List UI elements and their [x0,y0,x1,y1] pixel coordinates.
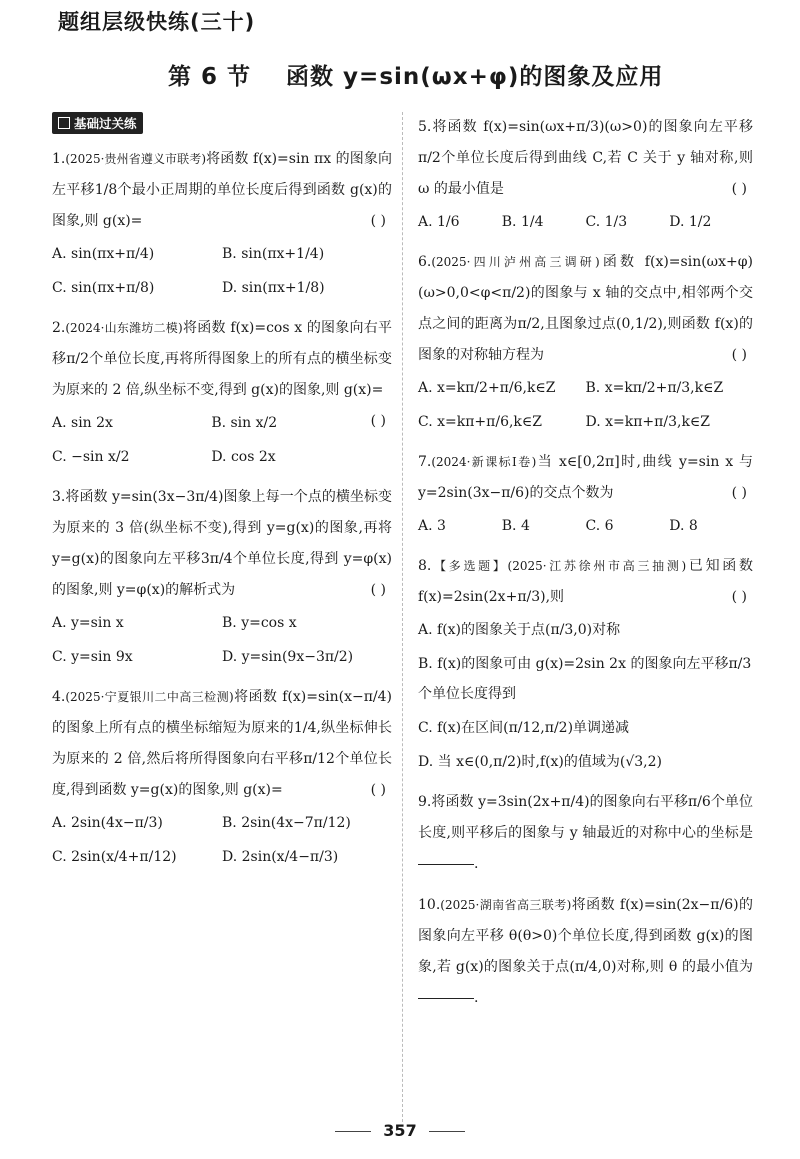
question-number: 5. [418,119,432,135]
option: C. 2sin(x/4+π/12) [52,849,177,865]
option: A. 2sin(4x−π/3) [52,815,163,831]
question-stem [52,482,392,606]
question-text: 已知函数 f(x)=2sin(2x+π/3),则 [418,558,754,605]
option: D. 2sin(x/4−π/3) [222,849,339,865]
question-number: 2. [52,320,66,336]
question-number: 6. [418,254,432,270]
option: D. cos 2x [211,449,276,465]
option: D. 当 x∈(0,π/2)时,f(x)的值域为(√3,2) [418,754,663,770]
options [52,408,371,472]
option: A. f(x)的图象关于点(π/3,0)对称 [418,622,621,638]
right-column [418,112,753,1024]
option: B. x=kπ/2+π/3,k∈Z [585,380,724,396]
question-text: 将函数 y=sin(3x−3π/4)图象上每一个点的横坐标变为原来的 3 倍(纵坐标不变),得到 y=g(x)的图象,再将 y=g(x)的图象向左平移3π/4个单位长度,得到 y=φ(x)的图象,则 y=φ(x)的解析式为 [52,489,392,598]
question-stem [418,890,753,1014]
question [52,482,392,672]
option: C. y=sin 9x [52,649,133,665]
question-source: (2024·新课标Ⅰ卷) [431,455,537,469]
question-number: 7. [418,454,432,470]
question-text: 将函数 f(x)=sin(x−π/4)的图象上所有点的横坐标缩短为原来的1/4,纵坐标伸长为原来的 2 倍,然后将所得图象向右平移π/12个单位长度,得到函数 y=g(x)的图象,则 g(x)= [52,689,392,798]
option: B. 4 [501,518,530,534]
answer-tail: . [474,856,479,872]
question-stem [418,787,753,880]
question [52,313,392,472]
answer-paren: ( ) [370,413,386,429]
option: C. x=kπ+π/6,k∈Z [418,414,543,430]
question-stem [418,551,753,613]
question-text: 将函数 y=3sin(2x+π/4)的图象向右平移π/6个单位长度,则平移后的图象与 y 轴最近的对称中心的坐标是 [418,794,753,841]
question-text: 将函数 f(x)=sin(2x−π/6)的图象向左平移 θ(θ>0)个单位长度,得到函数 g(x)的图象,若 g(x)的图象关于点(π/4,0)对称,则 θ 的最小值为 [418,897,753,975]
question-number: 1. [52,151,66,167]
option: A. x=kπ/2+π/6,k∈Z [418,380,556,396]
question-number: 3. [52,489,66,505]
question-source: (2025·贵州省遵义市联考) [65,152,207,166]
options [418,373,753,437]
page-title [168,58,663,91]
options [52,608,392,672]
question-source: 【多选题】(2025·江苏徐州市高三抽测) [431,559,687,573]
option: B. 2sin(4x−7π/12) [222,815,351,831]
question-text: 当 x∈[0,2π]时,曲线 y=sin x 与 y=2sin(3x−π/6)的交点个数为 [418,454,753,501]
answer-paren: ( ) [731,347,747,363]
question-source: (2025·四川泸州高三调研) [431,255,600,269]
page-number [0,1121,800,1140]
question-text: 将函数 f(x)=sin(ωx+π/3)(ω>0)的图象向左平移π/2个单位长度后得到曲线 C,若 C 关于 y 轴对称,则 ω 的最小值是 [418,119,753,197]
left-column [52,112,392,882]
option: D. x=kπ+π/3,k∈Z [585,414,711,430]
question-list-left [52,144,392,872]
question [418,890,753,1014]
answer-paren: ( ) [370,782,386,798]
option: B. 1/4 [501,214,544,230]
question-stem [52,682,392,806]
answer-paren: ( ) [731,181,747,197]
left-dash [335,1131,371,1132]
option: A. sin 2x [52,415,113,431]
option: C. sin(πx+π/8) [52,280,155,296]
options [52,808,392,872]
options [418,511,753,541]
answer-tail: . [474,990,479,1006]
option: D. 8 [669,518,698,534]
option: C. 1/3 [585,214,628,230]
column-divider [402,112,403,1122]
exercise-badge [52,112,143,134]
question [418,787,753,880]
option: C. 6 [585,518,614,534]
option: A. y=sin x [52,615,124,631]
badge-label: 基础过关练 [74,116,137,131]
answer-blank [418,863,474,865]
option: D. y=sin(9x−3π/2) [222,649,354,665]
question [418,247,753,437]
question-source: (2025·宁夏银川二中高三检测) [65,690,234,704]
series-title: 题组层级快练(三十) [58,10,256,34]
option: B. y=cos x [222,615,297,631]
option: D. sin(πx+1/8) [222,280,325,296]
answer-paren: ( ) [370,582,386,598]
question [418,112,753,237]
question-text: 将函数 f(x)=sin πx 的图象向左平移1/8个最小正周期的单位长度后得到函数 g(x)的图象,则 g(x)= [52,151,393,229]
options [52,239,392,303]
option: B. sin(πx+1/4) [222,246,325,262]
answer-paren: ( ) [731,589,747,605]
option: C. −sin x/2 [52,449,130,465]
answer-paren: ( ) [731,485,747,501]
question-list-right [418,112,753,1014]
question [52,144,392,303]
question-number: 8. [418,558,432,574]
question-text: 函数 f(x)=sin(ωx+φ)(ω>0,0<φ<π/2)的图象与 x 轴的交点中,相邻两个交点之间的距离为π/2,且图象过点(0,1/2),则函数 f(x)的图象的对称轴方程为 [418,254,753,363]
section-number: 第 6 节 [168,64,252,90]
right-dash [429,1131,465,1132]
option: A. sin(πx+π/4) [52,246,155,262]
question-number: 4. [52,689,66,705]
question-source: (2025·湖南省高三联考) [440,898,572,912]
options [418,207,753,237]
options [418,615,753,777]
option: A. 3 [418,518,446,534]
question-stem [418,247,753,371]
option: D. 1/2 [669,214,712,230]
question [52,682,392,872]
question-text: 将函数 f(x)=cos x 的图象向右平移π/2个单位长度,再将所得图象上的所有点的横坐标变为原来的 2 倍,纵坐标不变,得到 g(x)的图象,则 g(x)= [52,320,392,398]
option: C. f(x)在区间(π/12,π/2)单调递减 [418,720,630,736]
question [418,551,753,777]
question-stem [418,112,753,205]
question-stem [418,447,753,509]
answer-paren: ( ) [370,213,386,229]
option: A. 1/6 [418,214,460,230]
section-topic: 函数 y=sin(ωx+φ)的图象及应用 [286,64,664,90]
question [418,447,753,541]
question-stem [52,144,392,237]
question-number: 9. [418,794,432,810]
question-number: 10. [418,897,441,913]
book-icon [58,117,70,129]
option: B. f(x)的图象可由 g(x)=2sin 2x 的图象向左平移π/3个单位长度得到 [418,656,752,702]
page-number-text: 357 [383,1121,417,1140]
answer-blank [418,997,474,999]
option: B. sin x/2 [211,415,278,431]
question-source: (2024·山东潍坊二模) [65,321,183,335]
